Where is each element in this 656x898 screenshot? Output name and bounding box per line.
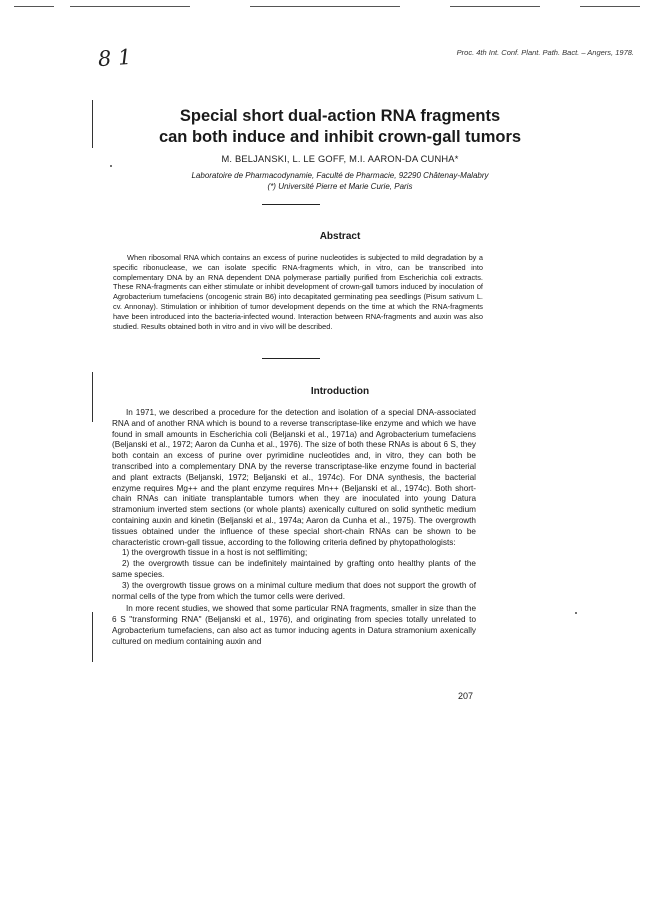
intro-paragraph-1: In 1971, we described a procedure for the detection and isolation of a special DNA-associated RNA and of another RNA which is bound to a reverse transcriptase-like enzyme and which we have found in small amounts in Escherichia coli (Beljanski et al., 1971a) and Agrobacterium tumefaciens (Beljanski et al., 1972; Aaron da Cunha et al., 1976). The size of both these RNAs is about 6 S, they both contain an excess of purine over pyrimidine nucleotides and, in vitro, they can both be transcribed into a complementary DNA by the reverse transcriptase-like enzyme found in bacterial and plant extracts (Beljanski, 1972; Beljanski et al., 1974c). For DNA synthesis, the bacterial enzyme requires Mg++ and the plant enzyme requires Mn++ (Beljanski et al., 1974c). Both short-chain RNAs can initiate transplantable tumors when they are inoculated into young Datura stramonium inverted stem sections (or whole plants) axenically cultured on solid synthetic medium containing auxin and kinetin (Beljanski et al., 1974a; Aaron da Cunha et al., 1975). The overgrowth tissues obtained under the influence of these special short-chain RNAs can be shown to be characteristic crown-gall tissue, according to the following criteria defined by phytopathologists:: [112, 408, 476, 547]
criterion-1: 1) the overgrowth tissue in a host is not selflimiting;: [122, 548, 308, 558]
margin-mark: [92, 612, 93, 662]
proceedings-reference: Proc. 4th Int. Conf. Plant. Path. Bact. – Angers, 1978.: [456, 48, 634, 57]
scan-edge-line: [450, 6, 540, 7]
scan-edge-line: [14, 6, 54, 7]
title-line-2: can both induce and inhibit crown-gall tumors: [158, 128, 522, 146]
scan-dot: [110, 165, 112, 167]
scan-edge-line: [580, 6, 640, 7]
introduction-body: [112, 408, 476, 648]
introduction-heading: Introduction: [310, 386, 370, 397]
margin-mark: [92, 372, 93, 422]
criterion-3: 3) the overgrowth tissue grows on a minimal culture medium that does not support the growth of normal cells of the type from which the tumor cells were derived.: [112, 580, 476, 601]
divider: [262, 204, 320, 205]
page-number: 207: [458, 691, 474, 701]
scan-edge-line: [70, 6, 190, 7]
affiliation-line-1: Laboratoire de Pharmacodynamie, Faculté de Pharmacie, 92290 Châtenay-Malabry: [191, 171, 489, 180]
title-line-1: Special short dual-action RNA fragments: [179, 107, 501, 125]
abstract-heading: Abstract: [319, 231, 361, 242]
abstract-text: When ribosomal RNA which contains an excess of purine nucleotides is subjected to mild degradation by a specific ribonuclease, we can isolate specific RNA-fragments which, in vitro, can be transcribed into complementary DNA by an RNA dependent DNA polymerase partially purified from Escherichia coli extracts. These RNA-fragments can either stimulate or inhibit development of crown-gall tumors induced by inoculation of Agrobacterium tumefaciens (oncogenic strain B6) into decapitated germinating pea seedlings (Pisum sativum L. cv. Annonay). Stimulation or inhibition of tumor development depends on the time at which the RNA-fragments have been introduced into the bacteria-infected wound. Interaction between RNA-fragments and auxin was also studied. Results obtained both in vitro and in vivo will be described.: [113, 253, 483, 331]
divider: [262, 358, 320, 359]
affiliation-line-2: (*) Université Pierre et Marie Curie, Paris: [267, 182, 413, 191]
scan-dot: [575, 612, 577, 614]
scan-edge-line: [250, 6, 400, 7]
criterion-2: 2) the overgrowth tissue can be indefinitely maintained by grafting onto healthy plants of the same species.: [112, 559, 476, 579]
paper-title: [80, 106, 600, 148]
intro-paragraph-2: In more recent studies, we showed that some particular RNA fragments, smaller in size than the 6 S "transforming RNA" (Beljanski et al., 1976), and originating from species totally unrelated to Agrobacterium tumefaciens, can also act as tumor inducing agents in Datura stramonium axenically cultured on medium containing auxin and: [112, 604, 476, 646]
handwritten-note: 8 1: [97, 44, 133, 72]
affiliation: [80, 170, 600, 192]
authors: M. BELJANSKI, L. LE GOFF, M.I. AARON-DA CUNHA*: [221, 154, 459, 164]
abstract-body: [113, 253, 483, 331]
